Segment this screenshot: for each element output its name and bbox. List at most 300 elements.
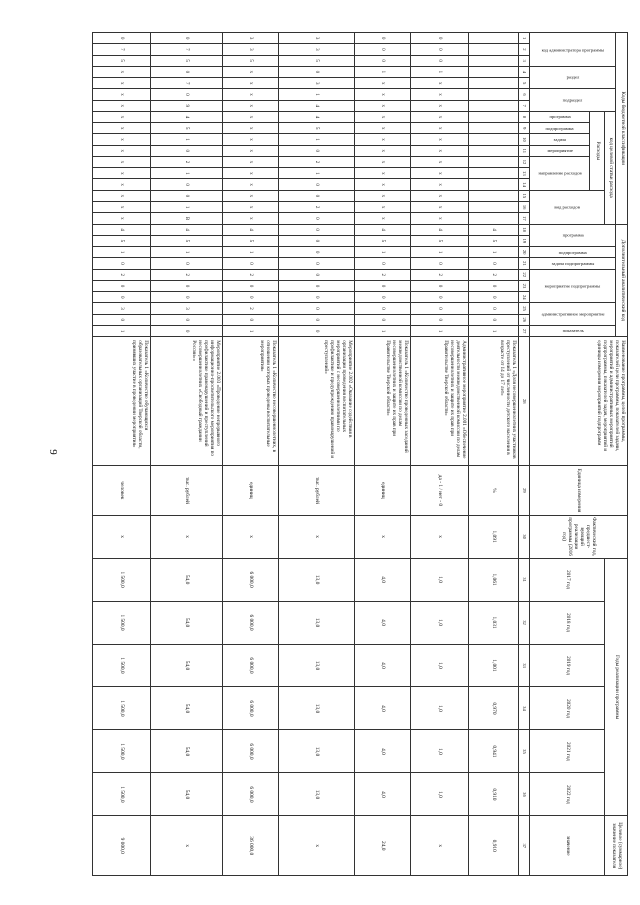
col-number-22: 22	[519, 269, 530, 280]
code-cell: 2	[279, 201, 355, 212]
fact-header: Фактический год, предшест-вующий реализации программы (2016 год)	[529, 515, 627, 558]
code-cell: 4	[151, 224, 223, 235]
code-cell: 0	[279, 325, 355, 336]
code-cell: 1	[355, 325, 411, 336]
code-cell: 0	[411, 292, 469, 303]
col-number-36: 36	[519, 773, 530, 816]
row-unit: %	[469, 466, 519, 515]
code-cell: x	[355, 201, 411, 212]
code-cell: 0	[411, 55, 469, 66]
row-year-value: 1 500,0	[93, 644, 151, 687]
table-row	[411, 33, 469, 876]
code-cell: 2	[151, 269, 223, 280]
code-cell: x	[223, 89, 279, 100]
code-cell: 2	[223, 303, 279, 314]
row-year-value: 1,061	[469, 558, 519, 601]
row-target-value: x	[151, 816, 223, 876]
code-cell: 1	[411, 247, 469, 258]
razdel-header: раздел	[529, 66, 615, 89]
col-number-19: 19	[519, 235, 530, 246]
code-cell: 3	[279, 78, 355, 89]
code-cell: 0	[411, 303, 469, 314]
code-cell: 5	[223, 55, 279, 66]
code-cell: 5	[223, 235, 279, 246]
code-cell: 0	[93, 314, 151, 325]
code-cell: x	[355, 190, 411, 201]
col-number-20: 20	[519, 247, 530, 258]
col-number-30: 30	[519, 515, 530, 558]
code-cell: 4	[279, 111, 355, 122]
code-cell: 0	[279, 303, 355, 314]
prog-label: программа	[529, 224, 615, 247]
code-cell: 0	[93, 33, 151, 44]
row-year-value: 13,0	[279, 687, 355, 730]
code-cell: x	[355, 89, 411, 100]
row-year-value: 4,0	[355, 730, 411, 773]
code-cell: 2	[223, 269, 279, 280]
code-cell: 0	[151, 325, 223, 336]
row-year-value: 54,0	[151, 730, 223, 773]
code-cell: 3	[151, 303, 223, 314]
row-target-value: 9 000,0	[93, 816, 151, 876]
col-number-17: 17	[519, 213, 530, 224]
code-cell	[469, 78, 519, 89]
code-cell: x	[93, 78, 151, 89]
row-year-value: 13,0	[279, 644, 355, 687]
col-number-5: 5	[519, 78, 530, 89]
row-year-value: 4,0	[355, 601, 411, 644]
code-cell: 0	[151, 258, 223, 269]
admin-code-header: код администратора программы	[529, 33, 615, 67]
code-cell: 0	[223, 280, 279, 291]
code-cell: x	[411, 156, 469, 167]
code-cell: 4	[411, 224, 469, 235]
code-cell: 1	[223, 247, 279, 258]
row-target-value: 24,0	[355, 816, 411, 876]
row-fact-value: x	[355, 515, 411, 558]
code-cell: x	[93, 213, 151, 224]
code-cell: 3	[223, 44, 279, 55]
col-number-8: 8	[519, 111, 530, 122]
code-cell: x	[93, 134, 151, 145]
code-cell: 0	[279, 145, 355, 156]
code-cell: x	[223, 100, 279, 111]
code-cell: x	[355, 134, 411, 145]
code-cell	[469, 190, 519, 201]
code-cell: 1	[93, 325, 151, 336]
row-year-value: 6 000,0	[223, 773, 279, 816]
code-cell	[469, 213, 519, 224]
code-cell: 0	[279, 235, 355, 246]
row-unit: единиц	[355, 466, 411, 515]
col-number-6: 6	[519, 89, 530, 100]
row-name: Показатель 1 «Количество проведенных заседаний межведомственной комиссии по делам несовершеннолетних и защите их прав при Правительстве Тверской области»	[355, 337, 411, 466]
code-cell: x	[223, 213, 279, 224]
row-year-value: 4,0	[355, 773, 411, 816]
name-header: Наименование программы, целей программы, показателей цели программы, показателей задачи, мероприятий и административных мероприятий подпрограммы, показателей задач, мероприятий и единицы измерения мероприятий подпрограмм	[529, 337, 627, 466]
col-number-34: 34	[519, 687, 530, 730]
code-cell: 0	[355, 44, 411, 55]
col-number-2: 2	[519, 44, 530, 55]
code-cell: x	[355, 145, 411, 156]
code-cell: 1	[151, 134, 223, 145]
code-cell: 5	[151, 123, 223, 134]
row-year-value: 6 000,0	[223, 644, 279, 687]
code-cell: x	[223, 145, 279, 156]
code-cell: 1	[93, 247, 151, 258]
code-cell: x	[355, 111, 411, 122]
code-cell	[469, 89, 519, 100]
code-cell: x	[93, 123, 151, 134]
row-fact-value: x	[411, 515, 469, 558]
code-cell: 5	[93, 235, 151, 246]
code-cell: x	[355, 156, 411, 167]
code-cell: 4	[469, 224, 519, 235]
row-year-value: 1 500,0	[93, 601, 151, 644]
code-cell: 0	[469, 314, 519, 325]
code-cell	[469, 168, 519, 179]
row-target-value: x	[411, 816, 469, 876]
year-2020-header: 2020 год	[529, 687, 604, 730]
code-cell: 0	[279, 224, 355, 235]
code-cell: 1	[279, 89, 355, 100]
code-cell: 0	[279, 280, 355, 291]
code-cell	[469, 44, 519, 55]
table-row	[93, 33, 151, 876]
code-cell: 2	[93, 269, 151, 280]
code-cell: x	[411, 134, 469, 145]
table-row	[355, 33, 411, 876]
podrazdel-header: подраздел	[529, 89, 615, 112]
row-year-value: 54,0	[151, 601, 223, 644]
col-number-35: 35	[519, 730, 530, 773]
row-year-value: 1,0	[411, 558, 469, 601]
row-year-value: 54,0	[151, 773, 223, 816]
col-number-4: 4	[519, 66, 530, 77]
code-cell: x	[411, 100, 469, 111]
row-fact-value: x	[279, 515, 355, 558]
code-cell: 1	[469, 325, 519, 336]
code-cell: 9	[151, 100, 223, 111]
col-number-25: 25	[519, 303, 530, 314]
code-cell: x	[93, 201, 151, 212]
year-2021-header: 2021 год	[529, 730, 604, 773]
code-cell: x	[223, 78, 279, 89]
row-year-value: 6 000,0	[223, 601, 279, 644]
code-cell: x	[355, 100, 411, 111]
code-cell: x	[93, 179, 151, 190]
code-cell: 0	[279, 213, 355, 224]
code-cell: 0	[469, 303, 519, 314]
adm-label: административное мероприятие	[529, 303, 615, 326]
code-cell: 0	[223, 258, 279, 269]
code-cell: 0	[93, 292, 151, 303]
code-cell: 0	[279, 190, 355, 201]
code-cell: 7	[93, 44, 151, 55]
code-cell: 5	[469, 235, 519, 246]
code-cell	[469, 100, 519, 111]
code-cell: 2	[279, 156, 355, 167]
col-number-18: 18	[519, 224, 530, 235]
code-cell: 0	[355, 280, 411, 291]
code-cell: 0	[151, 145, 223, 156]
row-year-value: 1,031	[469, 601, 519, 644]
unit-header: Единица измерения	[529, 466, 627, 515]
row-name: Мероприятие 2.002 «Оказание содействия в организации проведения воспитательных мероприятий с несовершеннолетними по профилактике и предупреждению правонарушений и преступлений»	[279, 337, 355, 466]
row-fact-value: x	[223, 515, 279, 558]
code-cell: 0	[279, 269, 355, 280]
col-number-15: 15	[519, 190, 530, 201]
code-cell: 2	[355, 269, 411, 280]
znachenie-header: значение	[529, 816, 604, 876]
col-number-26: 26	[519, 314, 530, 325]
code-cell: 4	[223, 224, 279, 235]
row-year-value: 4,0	[355, 644, 411, 687]
code-cell: 0	[411, 280, 469, 291]
row-fact-value: x	[93, 515, 151, 558]
code-cell: x	[223, 179, 279, 190]
code-cell: 5	[279, 55, 355, 66]
code-cell: x	[223, 201, 279, 212]
code-cell: 0	[279, 247, 355, 258]
row-year-value: 1,001	[469, 644, 519, 687]
code-cell: x	[411, 190, 469, 201]
code-cell	[469, 33, 519, 44]
meropr-code-header: мероприятие	[529, 145, 589, 156]
pokaz-label: показатель	[529, 325, 615, 336]
code-cell: 5	[411, 235, 469, 246]
code-cell: 0	[469, 280, 519, 291]
code-cell: 1	[411, 66, 469, 77]
col-number-27: 27	[519, 325, 530, 336]
code-cell: 5	[279, 123, 355, 134]
row-year-value: 6 000,0	[223, 730, 279, 773]
code-cell	[469, 55, 519, 66]
code-cell: 2	[151, 156, 223, 167]
col-number-33: 33	[519, 644, 530, 687]
table-row	[279, 33, 355, 876]
row-year-value: 1 500,0	[93, 558, 151, 601]
col-number-11: 11	[519, 145, 530, 156]
row-target-value: 36 000,0	[223, 816, 279, 876]
code-cell: x	[93, 145, 151, 156]
code-cell	[469, 201, 519, 212]
row-year-value: 1,0	[411, 601, 469, 644]
code-cell: 0	[355, 55, 411, 66]
col-number-9: 9	[519, 123, 530, 134]
code-cell: x	[223, 168, 279, 179]
col-number-29: 29	[519, 466, 530, 515]
code-cell: B	[151, 213, 223, 224]
row-name: Показатель 1 «Доля несовершеннолетних участников преступлений от численности детского населения в возрасте от 14 до 17 лет»	[469, 337, 519, 466]
row-name: Показатель 1 «Количество обучающихся образовательных организаций Тверской области, принявших участие в проведении мероприятия»	[93, 337, 151, 466]
row-year-value: 1,0	[411, 730, 469, 773]
code-cell: 0	[411, 44, 469, 55]
code-cell: 4	[93, 224, 151, 235]
code-cell: x	[411, 123, 469, 134]
code-cell: 5	[93, 55, 151, 66]
row-year-value: 0,970	[469, 687, 519, 730]
row-fact-value: 1,091	[469, 515, 519, 558]
row-unit: тыс. рублей	[279, 466, 355, 515]
code-cell: x	[93, 111, 151, 122]
meropr-pod-label: мероприятие подпрограммы	[529, 269, 615, 303]
row-year-value: 54,0	[151, 687, 223, 730]
code-cell: 0	[223, 314, 279, 325]
target-code-header: код целевой статьи расхода	[604, 111, 616, 224]
col-number-12: 12	[519, 156, 530, 167]
code-cell: 0	[355, 33, 411, 44]
code-cell: 1	[151, 201, 223, 212]
code-cell: 1	[411, 325, 469, 336]
target-header: Целевое (суммарное) значение показателя	[604, 816, 627, 876]
code-cell: x	[355, 213, 411, 224]
row-unit: тыс. рублей	[151, 466, 223, 515]
code-cell: 5	[151, 235, 223, 246]
code-cell: 0	[355, 292, 411, 303]
code-cell: x	[411, 179, 469, 190]
code-cell: 0	[223, 292, 279, 303]
row-name: Административное мероприятие 2.001 «Обеспечение деятельности межведомственной комиссии по делам несовершеннолетних и защите их прав при Правительстве Тверской области»	[411, 337, 469, 466]
code-cell: x	[93, 156, 151, 167]
row-year-value: 54,0	[151, 644, 223, 687]
code-cell: 0	[355, 314, 411, 325]
code-cell: 3	[93, 303, 151, 314]
code-cell: 1	[355, 66, 411, 77]
code-cell: 1	[151, 168, 223, 179]
expense-kind-header: Расходы	[590, 111, 604, 190]
code-cell: 0	[279, 314, 355, 325]
code-cell: x	[223, 66, 279, 77]
code-cell: x	[223, 134, 279, 145]
code-cell	[469, 123, 519, 134]
row-unit: единиц	[223, 466, 279, 515]
code-cell: 1	[279, 134, 355, 145]
code-cell: 7	[151, 78, 223, 89]
col-number-21: 21	[519, 258, 530, 269]
code-cell: x	[411, 111, 469, 122]
code-cell: x	[223, 190, 279, 201]
code-cell: 4	[355, 224, 411, 235]
row-unit: человек	[93, 466, 151, 515]
col-number-7: 7	[519, 100, 530, 111]
code-cell: 0	[151, 314, 223, 325]
col-number-37: 37	[519, 816, 530, 876]
code-cell	[469, 66, 519, 77]
row-year-value: 1 500,0	[93, 730, 151, 773]
row-year-value: 1,0	[411, 644, 469, 687]
code-cell: x	[223, 111, 279, 122]
vid-label: вид расходов	[529, 190, 604, 224]
row-target-value: x	[279, 816, 355, 876]
code-cell: 0	[151, 190, 223, 201]
code-cell: 0	[279, 258, 355, 269]
code-cell: 7	[151, 44, 223, 55]
zadacha-code-header: задача	[529, 134, 589, 145]
row-target-value: 0,910	[469, 816, 519, 876]
classifier-group-header: Дополнительный аналитический код	[616, 224, 628, 337]
col-number-23: 23	[519, 280, 530, 291]
code-cell: x	[355, 78, 411, 89]
code-cell: 3	[223, 33, 279, 44]
code-cell	[469, 111, 519, 122]
code-cell: 0	[93, 280, 151, 291]
year-2017-header: 2017 год	[529, 558, 604, 601]
row-year-value: 4,0	[355, 687, 411, 730]
code-cell: 0	[151, 179, 223, 190]
row-year-value: 1 500,0	[93, 773, 151, 816]
col-number-16: 16	[519, 201, 530, 212]
napr-code-header: направление расходов	[529, 156, 589, 190]
col-number-31: 31	[519, 558, 530, 601]
code-cell: 4	[279, 100, 355, 111]
code-cell: 0	[411, 258, 469, 269]
row-year-value: 6 000,0	[223, 687, 279, 730]
code-cell: x	[93, 66, 151, 77]
zadacha-pod-label: задача подпрограммы	[529, 258, 615, 269]
code-cell	[469, 179, 519, 190]
code-cell	[469, 156, 519, 167]
page-number: 9	[47, 449, 59, 455]
row-year-value: 0,941	[469, 730, 519, 773]
year-2019-header: 2019 год	[529, 644, 604, 687]
row-year-value: 13,0	[279, 773, 355, 816]
code-cell: 0	[355, 303, 411, 314]
row-year-value: 1,0	[411, 687, 469, 730]
code-cell: x	[355, 168, 411, 179]
code-cell: x	[93, 89, 151, 100]
col-number-14: 14	[519, 179, 530, 190]
code-cell: 1	[223, 325, 279, 336]
code-cell: 0	[279, 179, 355, 190]
code-cell: 0	[279, 66, 355, 77]
code-cell: x	[223, 156, 279, 167]
code-cell: 0	[469, 292, 519, 303]
row-year-value: 0,910	[469, 773, 519, 816]
code-cell: 1	[151, 247, 223, 258]
code-cell: 0	[411, 314, 469, 325]
code-cell: x	[93, 100, 151, 111]
header-row-1	[616, 33, 628, 876]
code-cell: 1	[279, 168, 355, 179]
table-row	[151, 33, 223, 876]
row-year-value: 13,0	[279, 601, 355, 644]
rotated-table-area	[92, 32, 628, 876]
col-number-13: 13	[519, 168, 530, 179]
code-cell: 0	[93, 258, 151, 269]
years-header: Годы реализации программы	[604, 558, 627, 816]
code-cell: 1	[355, 247, 411, 258]
code-cell: 5	[355, 235, 411, 246]
row-year-value: 13,0	[279, 730, 355, 773]
row-unit: да - 1 / нет - 0	[411, 466, 469, 515]
prog-code-header: программа	[529, 111, 589, 122]
program-indicators-table	[92, 32, 628, 876]
table-row	[223, 33, 279, 876]
code-cell: 0	[151, 89, 223, 100]
code-cell: x	[355, 123, 411, 134]
code-cell: 0	[151, 33, 223, 44]
code-cell: x	[411, 168, 469, 179]
code-cell: 0	[151, 66, 223, 77]
col-number-10: 10	[519, 134, 530, 145]
col-number-3: 3	[519, 55, 530, 66]
col-number-32: 32	[519, 601, 530, 644]
row-year-value: 13,0	[279, 558, 355, 601]
year-2018-header: 2018 год	[529, 601, 604, 644]
code-cell: 0	[411, 33, 469, 44]
code-cell: x	[355, 179, 411, 190]
